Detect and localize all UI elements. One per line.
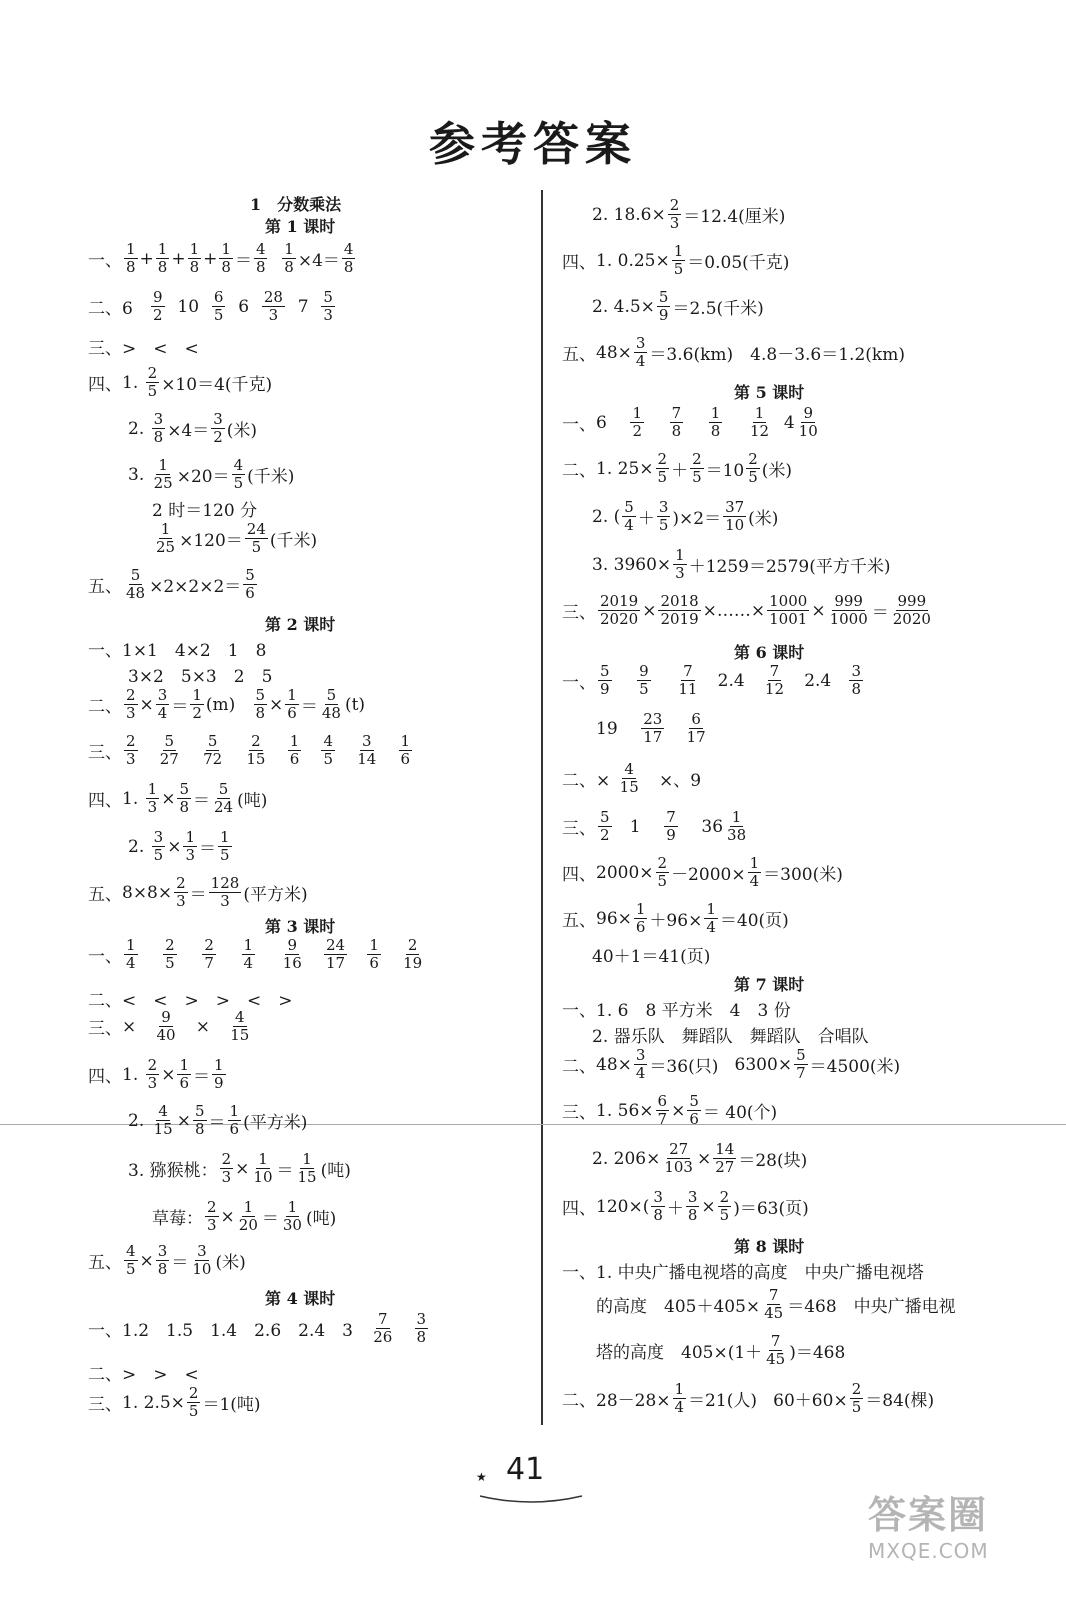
answer-line: 2. 器乐队 舞蹈队 舞蹈队 合唱队	[592, 1027, 869, 1047]
lesson-heading: 第 2 课时	[265, 615, 336, 634]
answer-line: 二、 48× $\frac{3}{4}$ ＝36 (只) 6300× $\frac{5}{7}$ ＝4500 (米)	[562, 1046, 901, 1082]
answer-line: 四、 1. $\frac{2}{3}$ × $\frac{1}{6}$ ＝ $\frac{1}{9}$	[88, 1056, 224, 1092]
lesson-heading: 第 3 课时	[265, 917, 336, 936]
answer-line: 3. 3960× $\frac{1}{3}$ ＋1259＝2579 (平方千米)	[592, 546, 891, 582]
answer-line: 3×2 5×3 2 5	[128, 667, 273, 687]
watermark-logo	[868, 1484, 1038, 1584]
answer-line: 三、 $\frac{2019}{2020}$ × $\frac{2018}{2019}$ ×……× $\frac{1000}{1001}$ × $\frac{999}{1000}$ ＝ $\frac{999}{2020}$	[562, 592, 931, 628]
answer-line: 2 时＝120 分	[152, 501, 258, 521]
answer-line: 二、× $\frac{4}{15}$ ×、9	[562, 760, 702, 796]
answer-line: 五、 48× $\frac{3}{4}$ ＝3.6 (km) 4.8－3.6＝1.2(km)	[562, 334, 905, 370]
answer-line: 三、 1. 2.5× $\frac{2}{5}$ ＝1 (吨)	[88, 1384, 261, 1420]
page-number: 41	[506, 1452, 545, 1487]
answer-line: 三、 1. 56× $\frac{6}{7}$ × $\frac{5}{6}$ ＝ 40 (个)	[562, 1092, 778, 1128]
answer-line: 一、1×1 4×2 1 8	[88, 641, 267, 661]
lesson-heading: 第 6 课时	[734, 643, 805, 662]
answer-line: 的高度 405＋405× $\frac{7}{45}$ ＝468 中央广播电视	[596, 1286, 956, 1322]
answer-line: 二、6 $\frac{9}{2}$ 10 $\frac{6}{5}$ 6 $\frac{28}{3}$ 7 $\frac{5}{3}$	[88, 288, 333, 324]
answer-line: $\frac{1}{25}$ ×120＝ $\frac{24}{5}$ (千米)	[156, 520, 318, 556]
lesson-heading: 第 7 课时	[734, 975, 805, 994]
answer-line: 三、 × $\frac{9}{40}$ × $\frac{4}{15}$	[88, 1008, 250, 1044]
answer-line: 2. 206× $\frac{27}{103}$ × $\frac{14}{27}$ ＝28 (块)	[592, 1140, 808, 1176]
swoosh-decoration	[478, 1492, 584, 1506]
answer-line: 40＋1＝41(页)	[592, 947, 711, 967]
lesson-heading: 第 4 课时	[265, 1289, 336, 1308]
answer-line: 塔的高度 405×(1＋ $\frac{7}{45}$ )＝468	[596, 1332, 846, 1368]
answer-line: 19 $\frac{23}{17}$ $\frac{6}{17}$	[596, 710, 706, 746]
star-icon: ★	[476, 1470, 487, 1484]
answer-line: 3. $\frac{1}{25}$ ×20＝ $\frac{4}{5}$ (千米)	[128, 456, 295, 492]
answer-line: 四、 1. 0.25× $\frac{1}{5}$ ＝0.05 (千克)	[562, 242, 790, 278]
answer-line: 一、 $\frac{5}{9}$ $\frac{9}{5}$ $\frac{7}{11}$ 2.4 $\frac{7}{12}$ 2.4 $\frac{3}{8}$	[562, 662, 862, 698]
answer-line: 二、 $\frac{2}{3}$ × $\frac{3}{4}$ ＝ $\frac{1}{2}$ (m) $\frac{5}{8}$ × $\frac{1}{6}$ ＝ $\frac{5}{48}$ (t)	[88, 686, 366, 722]
lesson-heading: 第 5 课时	[734, 383, 805, 402]
answer-line: 一、1. 中央广播电视塔的高度 中央广播电视塔	[562, 1263, 924, 1283]
answer-line: 五、 8×8× $\frac{2}{3}$ ＝ $\frac{128}{3}$ (平方米)	[88, 874, 308, 910]
answer-line: 五、 $\frac{5}{48}$ ×2×2×2＝ $\frac{5}{6}$	[88, 566, 255, 602]
answer-line: 一、 6 $\frac{1}{2}$ $\frac{7}{8}$ $\frac{1}{8}$ $\frac{1}{12}$ 4 $\frac{9}{10}$	[562, 404, 818, 440]
answer-line: 四、 1. $\frac{1}{3}$ × $\frac{5}{8}$ ＝ $\frac{5}{24}$ (吨)	[88, 780, 268, 816]
answer-line: 二、 1. 25× $\frac{2}{5}$ ＋ $\frac{2}{5}$ ＝10 $\frac{2}{5}$ (米)	[562, 450, 793, 486]
answer-line: 一、1. 6 8 平方米 4 3 份	[562, 1001, 791, 1021]
answer-line: 一、 $\frac{1}{4}$ $\frac{2}{5}$ $\frac{2}{7}$ $\frac{1}{4}$ $\frac{9}{16}$ $\frac{24}{17}$ $\frac{1}{6}$ $\frac{2}{19}$	[88, 936, 423, 972]
answer-line: 五、 96× $\frac{1}{6}$ ＋96× $\frac{1}{4}$ ＝40 (页)	[562, 900, 789, 936]
answer-line: 五、 $\frac{4}{5}$ × $\frac{3}{8}$ ＝ $\frac{3}{10}$ (米)	[88, 1242, 246, 1278]
answer-line: 二、< < > > < >	[88, 991, 293, 1011]
answer-line: 草莓： $\frac{2}{3}$ × $\frac{1}{20}$ ＝ $\frac{1}{30}$ (吨)	[152, 1198, 337, 1234]
answer-line: 一、 $\frac{1}{8}$ + $\frac{1}{8}$ + $\frac{1}{8}$ + $\frac{1}{8}$ ＝ $\frac{4}{8}$ $\frac{1}{8}$ ×4＝ $\frac{4}{8}$	[88, 240, 354, 276]
answer-line: 二、 28－28× $\frac{1}{4}$ ＝21 (人) 60＋60× $\frac{2}{5}$ ＝84 (棵)	[562, 1380, 935, 1416]
answer-line: 2. $\frac{4}{15}$ × $\frac{5}{8}$ ＝ $\frac{1}{6}$ (平方米)	[128, 1102, 308, 1138]
answer-line: 三、 $\frac{2}{3}$ $\frac{5}{27}$ $\frac{5}{72}$ $\frac{2}{15}$ $\frac{1}{6}$ $\frac{4}{5}$ $\frac{3}{14}$ $\frac{1}{6}$	[88, 732, 411, 768]
answer-line: 2. 4.5× $\frac{5}{9}$ ＝2.5 (千米)	[592, 288, 764, 324]
answer-line: 三、 $\frac{5}{2}$ 1 $\frac{7}{9}$ 36 $\frac{1}{38}$	[562, 808, 747, 844]
lesson-heading: 第 1 课时	[265, 217, 336, 236]
page-title: 参考答案	[429, 117, 637, 171]
unit-heading: 1 分数乘法	[250, 195, 342, 214]
answer-line: 2. ( $\frac{5}{4}$ ＋ $\frac{3}{5}$ )×2＝ $\frac{37}{10}$ (米)	[592, 498, 779, 534]
answer-line: 三、> < <	[88, 339, 199, 359]
answer-line: 3. 猕猴桃： $\frac{2}{3}$ × $\frac{1}{10}$ ＝ $\frac{1}{15}$ (吨)	[128, 1150, 351, 1186]
watermark-text: 答案圈	[868, 1493, 989, 1537]
column-divider	[541, 190, 543, 1425]
answer-line: 四、 2000× $\frac{2}{5}$ －2000× $\frac{1}{4}$ ＝300 (米)	[562, 854, 843, 890]
watermark-url: MXQE.COM	[868, 1539, 989, 1563]
answer-line: 2. 18.6× $\frac{2}{3}$ ＝12.4 (厘米)	[592, 196, 786, 232]
answer-line: 一、1.2 1.5 1.4 2.6 2.4 3 $\frac{7}{26}$ $\frac{3}{8}$	[88, 1310, 427, 1346]
answer-line: 四、 120×( $\frac{3}{8}$ ＋ $\frac{3}{8}$ × $\frac{2}{5}$ )＝63 (页)	[562, 1188, 809, 1224]
answer-line: 2. $\frac{3}{8}$ ×4＝ $\frac{3}{2}$ (米)	[128, 410, 258, 446]
answer-line: 二、> > <	[88, 1365, 199, 1385]
lesson-heading: 第 8 课时	[734, 1237, 805, 1256]
answer-line: 2. $\frac{3}{5}$ × $\frac{1}{3}$ ＝ $\frac{1}{5}$	[128, 828, 230, 864]
answer-line: 四、 1. $\frac{2}{5}$ ×10＝4 (千克)	[88, 364, 273, 400]
